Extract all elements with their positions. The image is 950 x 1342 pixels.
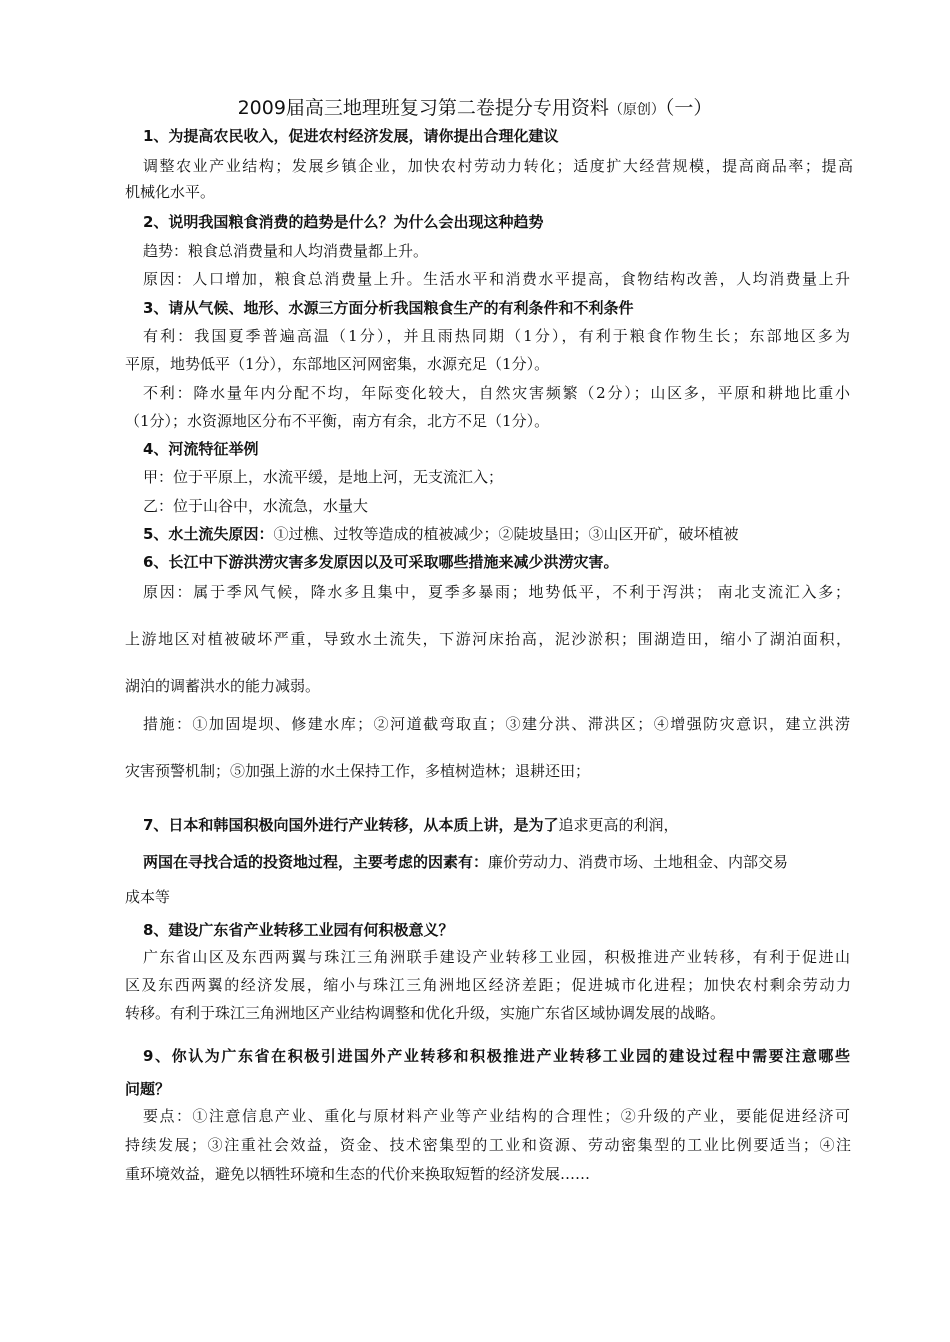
question-7-part-2-label: 两国在寻找合适的投资地过程，主要考虑的因素有： — [143, 853, 489, 871]
question-7 — [143, 815, 873, 835]
answer-7-line-3: 成本等 — [125, 888, 171, 906]
title-main: 2009届高三地理班复习第二卷提分专用资料 — [237, 97, 609, 119]
answer-3-line-3: 不利：降水量年内分配不均，年际变化较大，自然灾害频繁（2分）；山区多，平原和耕地比重小 — [143, 384, 850, 402]
answer-6-line-5: 灾害预警机制；⑤加强上游的水土保持工作，多植树造林；退耕还田； — [125, 762, 591, 780]
answer-1-line-2: 机械化水平。 — [125, 183, 216, 201]
answer-5: ①过樵、过牧等造成的植被减少；②陡坡垦田；③山区开矿，破坏植被 — [273, 525, 739, 543]
answer-8-line-2: 区及东西两翼的经济发展，缩小与珠江三角洲地区经济差距；促进城市化进程；加快农村剩余劳动力 — [125, 976, 851, 994]
answer-7-part-2: 廉价劳动力、消费市场、土地租金、内部交易 — [488, 853, 789, 871]
answer-8-line-3: 转移。有利于珠江三角洲地区产业结构调整和优化升级，实施广东省区域协调发展的战略。 — [125, 1004, 726, 1022]
answer-9-line-1: 要点：①注意信息产业、重化与原材料产业等产业结构的合理性；②升级的产业，要能促进经济可 — [143, 1107, 850, 1125]
answer-4-line-1: 甲：位于平原上，水流平缓，是地上河，无支流汇入； — [143, 468, 504, 486]
question-1: 1、为提高农民收入，促进农村经济发展，请你提出合理化建议 — [143, 127, 559, 145]
answer-3-line-1: 有利：我国夏季普遍高温（1分），并且雨热同期（1分），有利于粮食作物生长；东部地区多为 — [143, 327, 850, 345]
question-2: 2、说明我国粮食消费的趋势是什么？为什么会出现这种趋势 — [143, 213, 544, 231]
answer-8-line-1: 广东省山区及东西两翼与珠江三角洲联手建设产业转移工业园，积极推进产业转移，有利于促进山 — [143, 948, 850, 966]
question-5 — [143, 524, 873, 544]
question-3: 3、请从气候、地形、水源三方面分析我国粮食生产的有利条件和不利条件 — [143, 299, 634, 317]
title-tail: （一） — [664, 97, 713, 119]
answer-4-line-2: 乙：位于山谷中，水流急，水量大 — [143, 497, 369, 515]
answer-6-line-2: 上游地区对植被破坏严重，导致水土流失，下游河床抬高，泥沙淤积；围湖造田，缩小了湖泊面积， — [125, 630, 851, 648]
question-5-label: 5、水土流失原因： — [143, 525, 274, 543]
answer-9-line-2: 持续发展；③注重社会效益，资金、技术密集型的工业和资源、劳动密集型的工业比例要适当；④注 — [125, 1136, 851, 1154]
page-title — [0, 96, 950, 122]
answer-3-line-2: 平原，地势低平（1分），东部地区河网密集，水源充足（1分）。 — [125, 355, 550, 373]
answer-9-line-3: 重环境效益，避免以牺牲环境和生态的代价来换取短暂的经济发展…… — [125, 1165, 591, 1183]
answer-6-line-3: 湖泊的调蓄洪水的能力减弱。 — [125, 677, 321, 695]
answer-2-line-2: 原因：人口增加，粮食总消费量上升。生活水平和消费水平提高，食物结构改善，人均消费量上升 — [143, 270, 850, 288]
answer-6-line-1: 原因：属于季风气候，降水多且集中，夏季多暴雨；地势低平，不利于泻洪； 南北支流汇入多； — [143, 583, 850, 601]
question-7-label: 7、日本和韩国积极向国外进行产业转移，从本质上讲，是为了 — [143, 816, 559, 834]
title-sub: （原创） — [608, 102, 665, 118]
answer-1-line-1: 调整农业产业结构；发展乡镇企业，加快农村劳动力转化；适度扩大经营规模，提高商品率；提高 — [143, 157, 853, 175]
answer-2-line-1: 趋势：粮食总消费量和人均消费量都上升。 — [143, 242, 429, 260]
question-8: 8、建设广东省产业转移工业园有何积极意义？ — [143, 921, 454, 939]
answer-7: 追求更高的利润， — [558, 816, 679, 834]
question-4: 4、河流特征举例 — [143, 440, 259, 458]
question-9-cont: 问题？ — [125, 1080, 171, 1098]
question-6: 6、长江中下游洪涝灾害多发原因以及可采取哪些措施来减少洪涝灾害。 — [143, 553, 619, 571]
answer-6-line-4: 措施：①加固堤坝、修建水库；②河道截弯取直；③建分洪、滞洪区；④增强防灾意识，建立洪涝 — [143, 715, 850, 733]
question-9: 9、你认为广东省在积极引进国外产业转移和积极推进产业转移工业园的建设过程中需要注意哪些 — [143, 1047, 850, 1065]
answer-3-line-4: （1分）；水资源地区分布不平衡，南方有余，北方不足（1分）。 — [125, 412, 550, 430]
question-7-part-2 — [143, 852, 873, 872]
